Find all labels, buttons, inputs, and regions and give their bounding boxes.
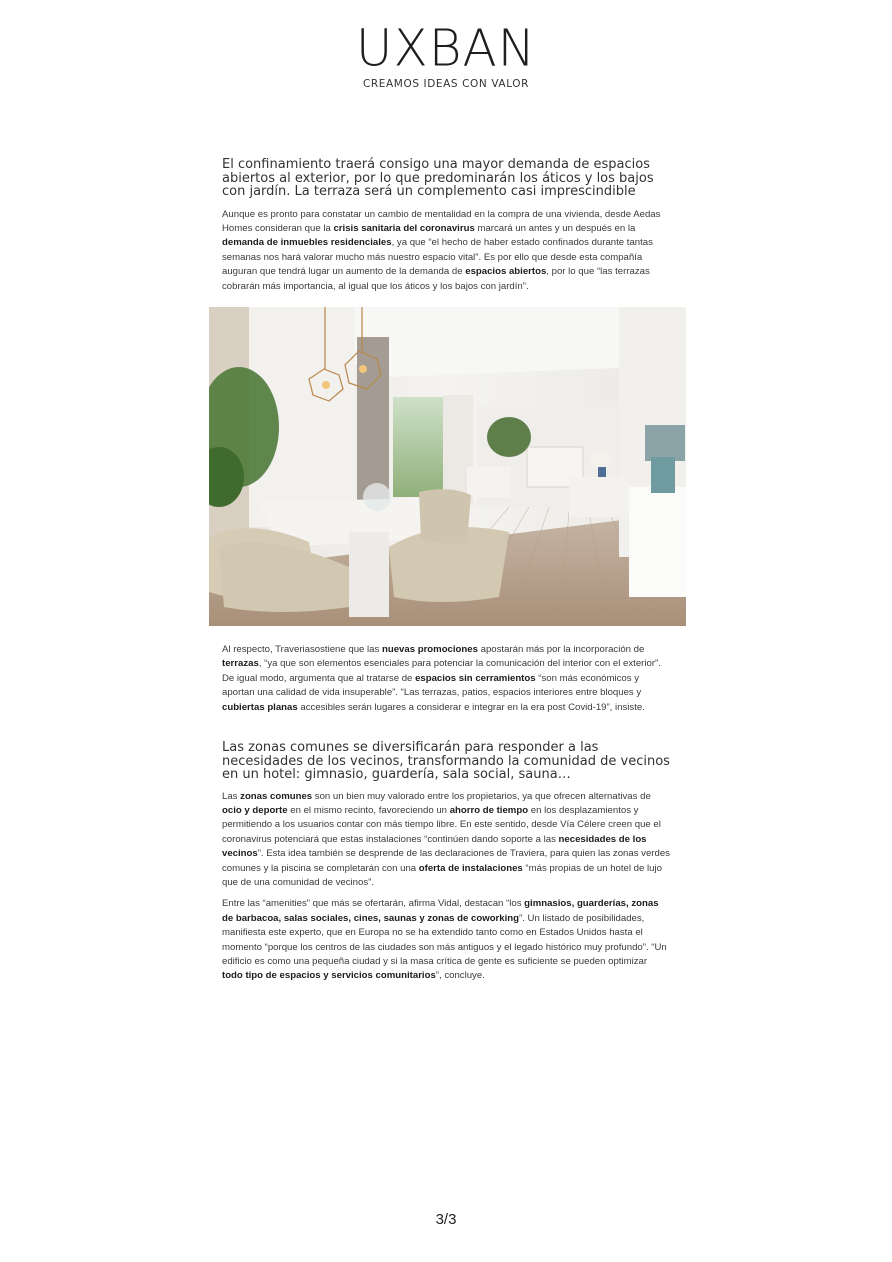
page-number: 3/3 [435, 1211, 457, 1228]
brand-logo [0, 18, 892, 90]
article-section-terrazas [222, 158, 670, 294]
logo-tagline: CREAMOS IDEAS CON VALOR [362, 78, 530, 90]
logo-wordmark: UXBAN [355, 18, 537, 78]
paragraph: Al respecto, Traveriasostiene que las nuevas promociones apostarán más por la incorporación de terrazas, “ya que son elementos esenciales para potenciar la comunicación del interior con el exterior”. De igual modo, argumenta que al tratarse de espacios sin cerramientos “son más económicos y aportan una calidad de vida insuperable”. “Las terrazas, patios, espacios interiores entre bloques y cubiertas planas accesibles serán lugares a considerar e integrar en la era post Covid-19”, insiste. [222, 644, 661, 713]
paragraph: Las zonas comunes son un bien muy valorado entre los propietarios, ya que ofrecen alternativas de ocio y deporte en el mismo recinto, favoreciendo un ahorro de tiempo en los desplazamientos y permitiendo a los usuarios contar con más tiempo libre. En este sentido, desde Vía Célere creen que el coronavirus potenciará que estas instalaciones “continúen dando soporte a las necesidades de los vecinos”. Esta idea también se desprende de las declaraciones de Traviera, para quien las zonas verdes comunes y la piscina se completarán con una oferta de instalaciones “más propias de un hotel de lujo que de una comunidad de vecinos”. [222, 790, 670, 888]
article-section-zonas-comunes [222, 741, 670, 984]
interior-photo [209, 307, 686, 626]
section-heading: El confinamiento traerá consigo una mayor demanda de espacios abiertos al exterior, por lo que predominarán los áticos y los bajos con jardín. La terraza será un complemento casi imprescindible [222, 157, 654, 199]
paragraph: Aunque es pronto para constatar un cambio de mentalidad en la compra de una vivienda, desde Aedas Homes consideran que la crisis sanitaria del coronavirus marcará un antes y un después en la demanda de inmuebles residenciales, ya que “el hecho de haber estado confinados durante tantas semanas nos hará valorar mucho más nuestro espacio vital”. Es por ello que desde esta compañía auguran que tendrá lugar un aumento de la demanda de espacios abiertos, por lo que “las terrazas cobrarán más importancia, al igual que los áticos y los bajos con jardín”. [222, 208, 661, 292]
section-heading: Las zonas comunes se diversificarán para responder a las necesidades de los vecinos, transformando la comunidad de vecinos en un hotel: gimnasio, guardería, sala social, sauna… [222, 740, 670, 782]
paragraph: Entre las “amenities” que más se ofertarán, afirma Vidal, destacan “los gimnasios, guarderías, zonas de barbacoa, salas sociales, cines, saunas y zonas de coworking”. Un listado de posibilidades, manifiesta este experto, que en Europa no se ha extendido tanto como en Estados Unidos hasta el momento “porque los centros de las ciudades son más antiguos y el legado histórico muy profundo”. “Un edificio es como una pequeña ciudad y si la masa crítica de gente es suficiente se pueden optimizar todo tipo de espacios y servicios comunitarios”, concluye. [222, 898, 667, 982]
article-section-promociones [222, 643, 670, 715]
